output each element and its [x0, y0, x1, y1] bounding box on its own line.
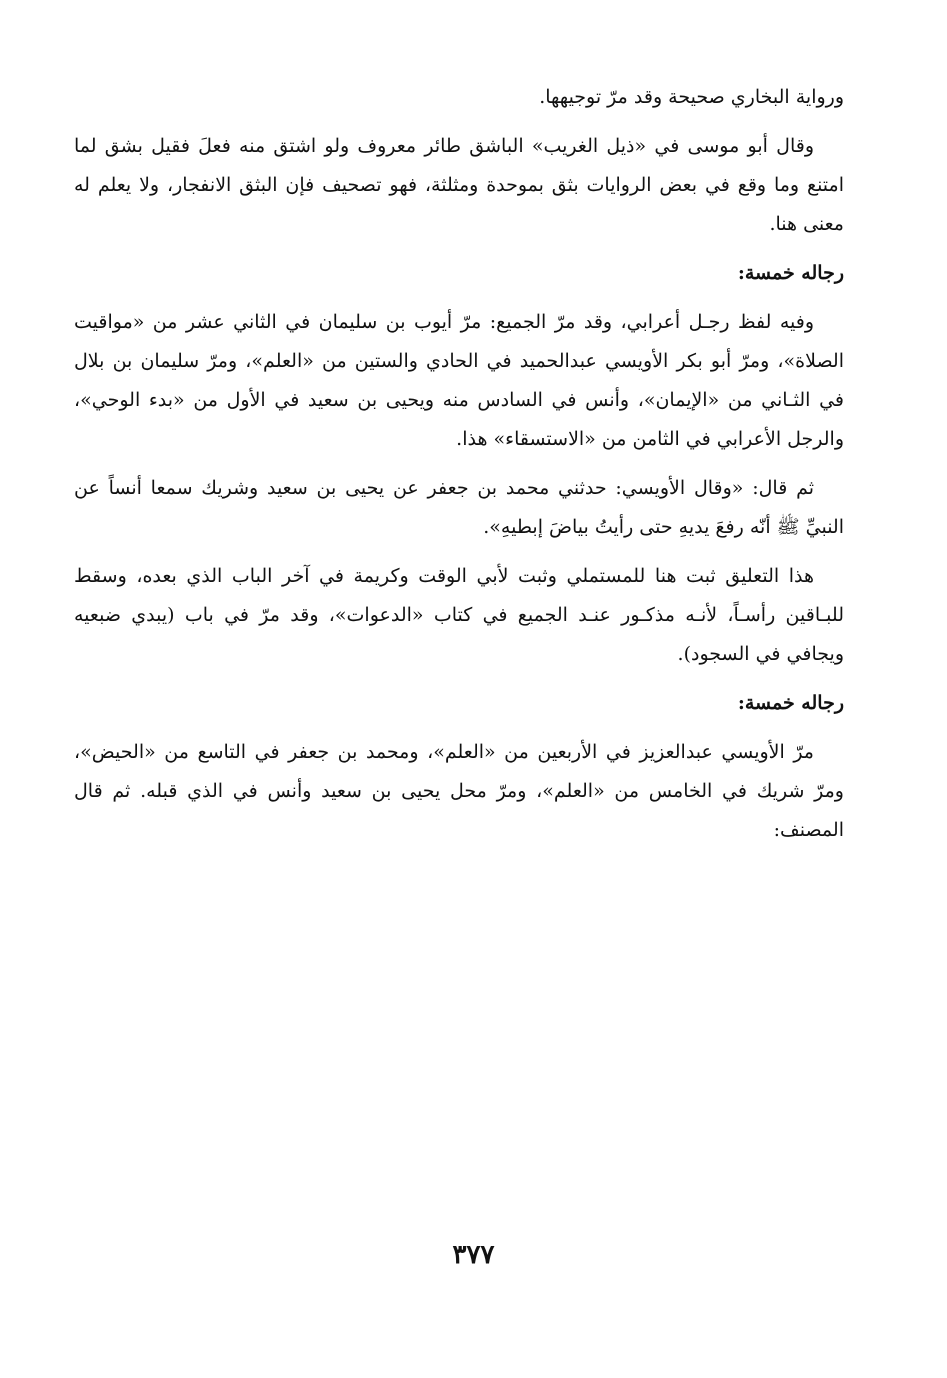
paragraph-taliq-note: هذا التعليق ثبت هنا للمستملي وثبت لأبي الوقت وكريمة في آخر الباب الذي بعده، وسقط للبـاقين رأسـاً، لأنـه مذكـور عنـد الجميع في كتاب «الدعوات»، وقد مرّ في باب (يبدي ضبعيه ويجافي في السجود).: [74, 565, 844, 665]
paragraph-owaisi-hadith: ثم قال: «وقال الأويسي: حدثني محمد بن جعفر عن يحيى بن سعيد وشريك سمعا أنساً عن النبيِّ ﷺ أنّه رفعَ يديهِ حتى رأيتُ بياضَ إبطيهِ».: [74, 477, 844, 538]
section-heading-narrators: رجاله خمسة:: [737, 262, 844, 284]
document-body: [74, 78, 844, 860]
section-heading-narrators-second: رجاله خمسة:: [737, 692, 844, 714]
paragraph-narrators-second-list: مرّ الأويسي عبدالعزيز في الأربعين من «العلم»، ومحمد بن جعفر في التاسع من «الحيض»، ومرّ شريك في الخامس من «العلم»، ومرّ محل يحيى بن سعيد وأنس في الذي قبله. ثم قال المصنف:: [74, 741, 844, 841]
paragraph-bukhari-narration: ورواية البخاري صحيحة وقد مرّ توجيهها.: [539, 86, 844, 108]
paragraph-abu-musa-gharib: وقال أبو موسى في «ذيل الغريب» الباشق طائر معروف ولو اشتق منه فعلَ فقيل بشق لما امتنع وما وقع في بعض الروايات بثق بموحدة ومثلثة، فهو تصحيف فإن البثق الانفجار، ولا يعلم له معنى هنا.: [74, 135, 844, 235]
paragraph-narrators-list: وفيه لفظ رجـل أعرابي، وقد مرّ الجميع: مرّ أيوب بن سليمان في الثاني عشر من «مواقيت الصلاة»، ومرّ أبو بكر الأويسي عبدالحميد في الحادي والستين من «العلم»، ومرّ سليمان بن بلال في الثـاني من «الإيمان»، وأنس في السادس منه ويحيى بن سعيد في الأول من «بدء الوحي»، والرجل الأعرابي في الثامن من «الاستسقاء» هذا.: [74, 311, 844, 450]
page-number: ٣٧٧: [452, 1240, 495, 1270]
